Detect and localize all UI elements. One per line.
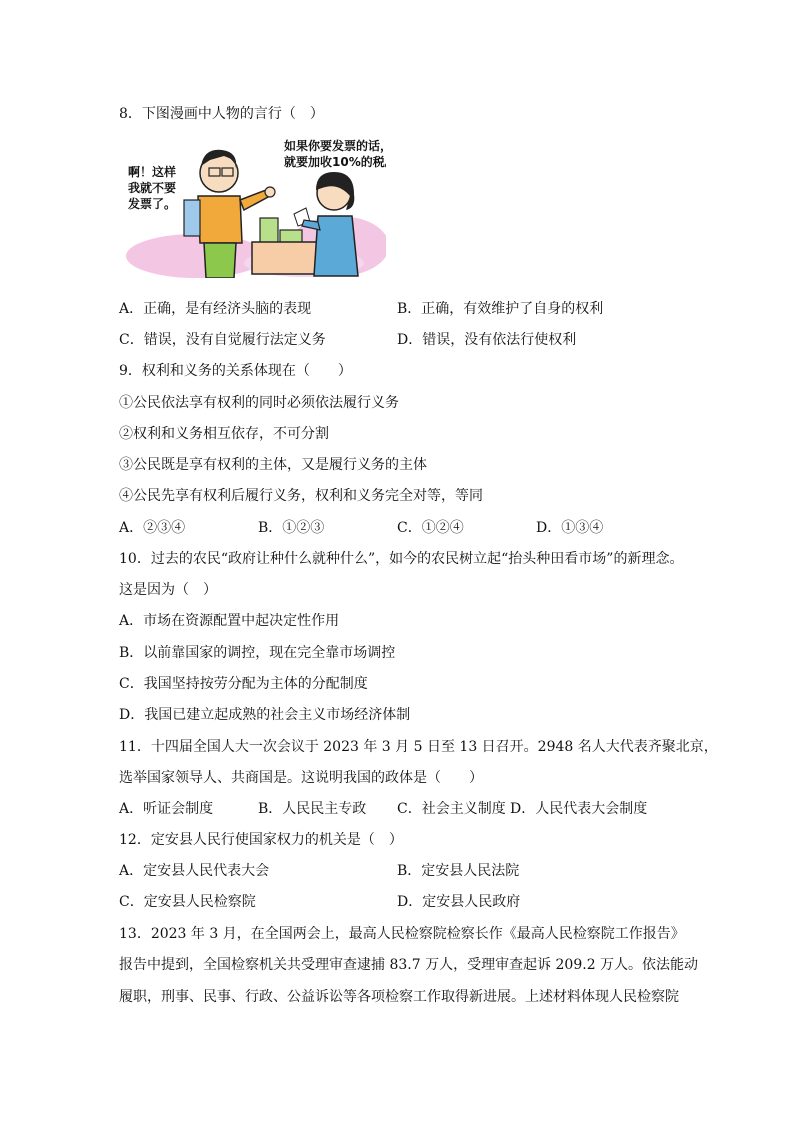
- q9-stem: 9．权利和义务的关系体现在（ ）: [119, 363, 352, 379]
- left-speech-line-1: 啊！这样: [128, 165, 177, 179]
- q13-line-1: 13．2023 年 3 月，在全国两会上，最高人民检察院检察长作《最高人民检察院工作报告》: [119, 926, 685, 942]
- q10-stem-line-2: 这是因为（ ）: [119, 582, 217, 598]
- q9-option-d: D．①③④: [536, 520, 604, 536]
- q10-option-b: B．以前靠国家的调控，现在完全靠市场调控: [119, 645, 396, 661]
- q11-stem-line-1: 11．十四届全国人大一次会议于 2023 年 3 月 5 日至 13 日召开。2948 名人大代表齐聚北京，: [119, 739, 718, 755]
- q9-item-1: ①公民依法享有权利的同时必须依法履行义务: [119, 395, 399, 411]
- q9-option-c: C．①②④: [397, 520, 464, 536]
- q8-stem: 8．下图漫画中人物的言行（ ）: [119, 106, 324, 122]
- q10-option-d: D．我国已建立起成熟的社会主义市场经济体制: [119, 707, 411, 723]
- q10-stem-line-1: 10．过去的农民“政府让种什么就种什么”，如今的农民树立起“抬头种田看市场”的新理念。: [119, 551, 684, 567]
- right-speech-line-2: 就要加收10%的税。: [284, 155, 386, 169]
- q8-option-d: D．错误，没有依法行使权利: [397, 332, 577, 348]
- cartoon-illustration: [124, 138, 386, 278]
- q9-item-3: ③公民既是享有权利的主体，又是履行义务的主体: [119, 457, 427, 473]
- q11-option-b: B．人民民主专政: [258, 801, 367, 817]
- q8-option-b: B．正确，有效维护了自身的权利: [397, 301, 604, 317]
- q13-line-2: 报告中提到，全国检察机关共受理审查逮捕 83.7 万人，受理审查起诉 209.2 万人。依法能动: [119, 957, 699, 973]
- q11-option-d: D．人民代表大会制度: [510, 801, 648, 817]
- q10-option-a: A．市场在资源配置中起决定性作用: [119, 613, 340, 629]
- q8-option-c: C．错误，没有自觉履行法定义务: [119, 332, 326, 348]
- q9-item-4: ④公民先享有权利后履行义务，权利和义务完全对等，等同: [119, 488, 483, 504]
- right-speech-line-1: 如果你要发票的话，: [284, 139, 386, 153]
- q11-option-c: C．社会主义制度: [397, 801, 506, 817]
- q9-item-2: ②权利和义务相互依存，不可分割: [119, 426, 329, 442]
- q8-option-a: A．正确，是有经济头脑的表现: [119, 301, 312, 317]
- q13-line-3: 履职，刑事、民事、行政、公益诉讼等各项检察工作取得新进展。上述材料体现人民检察院: [119, 989, 679, 1005]
- q12-stem: 12．定安县人民行使国家权力的机关是（ ）: [119, 832, 403, 848]
- q9-option-a: A．②③④: [119, 520, 186, 536]
- q10-option-c: C．我国坚持按劳分配为主体的分配制度: [119, 676, 368, 692]
- q12-option-a: A．定安县人民代表大会: [119, 863, 270, 879]
- left-speech-line-2: 我就不要: [128, 181, 177, 195]
- left-speech-line-3: 发票了。: [128, 197, 177, 211]
- q11-stem-line-2: 选举国家领导人、共商国是。这说明我国的政体是（ ）: [119, 770, 483, 786]
- q11-option-a: A．听证会制度: [119, 801, 214, 817]
- q12-option-c: C．定安县人民检察院: [119, 894, 256, 910]
- q12-option-b: B．定安县人民法院: [397, 863, 520, 879]
- q9-option-b: B．①②③: [258, 520, 325, 536]
- q12-option-d: D．定安县人民政府: [397, 894, 521, 910]
